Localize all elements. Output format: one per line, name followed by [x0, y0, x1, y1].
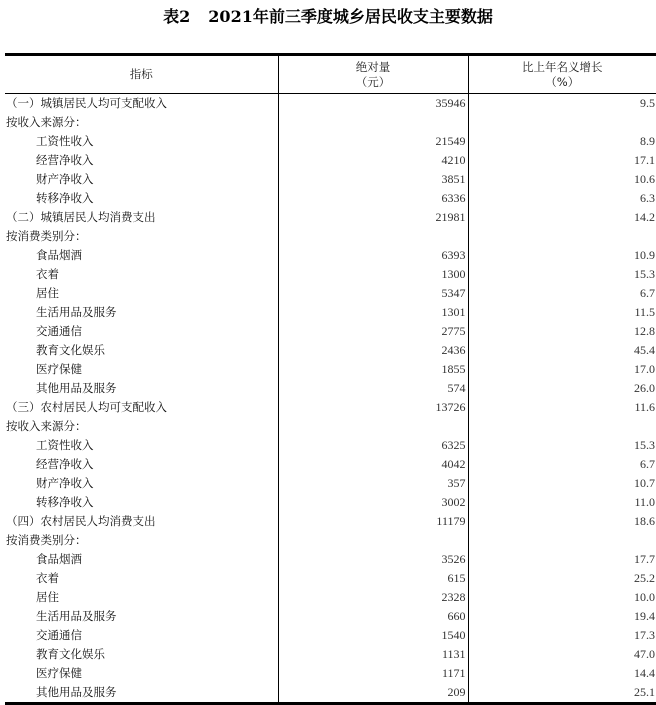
table-title [0, 4, 656, 27]
row-label: 衣着 [36, 571, 59, 585]
row-growth-value: 14.2 [468, 208, 656, 227]
row-absolute-value: 1171 [278, 664, 468, 683]
row-label: 食品烟酒 [36, 552, 82, 566]
table-row [5, 436, 656, 455]
row-growth-value: 6.3 [468, 189, 656, 208]
table-number: 表2 [163, 7, 191, 26]
row-growth-value: 17.1 [468, 151, 656, 170]
table-row [5, 341, 656, 360]
header-nominal-growth [468, 55, 656, 94]
table-row [5, 360, 656, 379]
row-absolute-value: 574 [278, 379, 468, 398]
row-label: 教育文化娱乐 [36, 343, 105, 357]
row-label: 交通通信 [36, 324, 82, 338]
table-row [5, 474, 656, 493]
header-indicator: 指标 [5, 55, 278, 94]
row-label: 工资性收入 [36, 134, 94, 148]
table-row [5, 588, 656, 607]
row-growth-value [468, 417, 656, 436]
table-row [5, 94, 656, 114]
row-growth-value: 25.2 [468, 569, 656, 588]
table-row [5, 493, 656, 512]
table-row [5, 569, 656, 588]
table-title-text: 2021年前三季度城乡居民收支主要数据 [208, 7, 493, 26]
table-row [5, 265, 656, 284]
row-growth-value: 47.0 [468, 645, 656, 664]
row-absolute-value: 357 [278, 474, 468, 493]
row-absolute-value: 1540 [278, 626, 468, 645]
row-absolute-value: 2775 [278, 322, 468, 341]
table-row [5, 132, 656, 151]
row-growth-value: 14.4 [468, 664, 656, 683]
row-absolute-value: 1855 [278, 360, 468, 379]
row-growth-value: 10.6 [468, 170, 656, 189]
row-growth-value: 11.0 [468, 493, 656, 512]
header-growth-title: 比上年名义增长 [522, 59, 603, 74]
row-label: 教育文化娱乐 [36, 647, 105, 661]
row-absolute-value: 3526 [278, 550, 468, 569]
row-label: （三）农村居民人均可支配收入 [6, 400, 167, 414]
table-row [5, 379, 656, 398]
row-absolute-value: 2328 [278, 588, 468, 607]
row-growth-value: 11.5 [468, 303, 656, 322]
row-absolute-value: 6393 [278, 246, 468, 265]
table-row [5, 208, 656, 227]
row-absolute-value: 6336 [278, 189, 468, 208]
row-label: 医疗保健 [36, 666, 82, 680]
table-row [5, 626, 656, 645]
row-absolute-value: 2436 [278, 341, 468, 360]
row-growth-value: 6.7 [468, 284, 656, 303]
row-label: 财产净收入 [36, 476, 94, 490]
row-growth-value: 17.7 [468, 550, 656, 569]
row-label: （一）城镇居民人均可支配收入 [6, 96, 167, 110]
row-growth-value: 45.4 [468, 341, 656, 360]
row-growth-value: 10.9 [468, 246, 656, 265]
table-row [5, 683, 656, 704]
row-absolute-value: 1131 [278, 645, 468, 664]
row-group-label: 按收入来源分： [6, 115, 87, 129]
row-growth-value [468, 531, 656, 550]
income-expenditure-table [5, 53, 656, 705]
row-group-label: 按消费类别分： [6, 533, 87, 547]
table-body [5, 94, 656, 704]
row-label: （四）农村居民人均消费支出 [6, 514, 156, 528]
table-row [5, 284, 656, 303]
row-growth-value: 18.6 [468, 512, 656, 531]
row-absolute-value: 5347 [278, 284, 468, 303]
row-growth-value: 9.5 [468, 94, 656, 114]
row-absolute-value [278, 417, 468, 436]
row-growth-value: 11.6 [468, 398, 656, 417]
row-absolute-value [278, 531, 468, 550]
row-absolute-value: 6325 [278, 436, 468, 455]
table-row [5, 227, 656, 246]
row-label: 财产净收入 [36, 172, 94, 186]
table-row [5, 189, 656, 208]
row-growth-value: 19.4 [468, 607, 656, 626]
row-label: 衣着 [36, 267, 59, 281]
table-row [5, 455, 656, 474]
row-absolute-value: 1300 [278, 265, 468, 284]
row-label: 其他用品及服务 [5, 683, 278, 704]
row-label: 生活用品及服务 [36, 305, 117, 319]
row-absolute-value: 21981 [278, 208, 468, 227]
row-group-label: 按收入来源分： [6, 419, 87, 433]
row-group-label: 按消费类别分： [6, 229, 87, 243]
header-absolute-title: 绝对量 [355, 59, 391, 74]
table-row [5, 645, 656, 664]
table-row [5, 151, 656, 170]
row-label: （二）城镇居民人均消费支出 [6, 210, 156, 224]
row-label: 转移净收入 [36, 495, 94, 509]
row-absolute-value: 660 [278, 607, 468, 626]
table-row [5, 664, 656, 683]
row-growth-value: 10.0 [468, 588, 656, 607]
row-absolute-value: 13726 [278, 398, 468, 417]
row-growth-value: 26.0 [468, 379, 656, 398]
row-growth-value: 25.1 [468, 683, 656, 704]
row-label: 经营净收入 [36, 153, 94, 167]
row-label: 转移净收入 [36, 191, 94, 205]
table-row [5, 170, 656, 189]
table-row [5, 322, 656, 341]
row-label: 经营净收入 [36, 457, 94, 471]
row-absolute-value: 21549 [278, 132, 468, 151]
row-growth-value: 17.3 [468, 626, 656, 645]
row-absolute-value: 209 [278, 683, 468, 704]
row-absolute-value: 11179 [278, 512, 468, 531]
row-label: 医疗保健 [36, 362, 82, 376]
row-absolute-value: 3002 [278, 493, 468, 512]
row-absolute-value [278, 227, 468, 246]
row-label: 居住 [36, 590, 59, 604]
row-absolute-value: 4042 [278, 455, 468, 474]
row-absolute-value: 1301 [278, 303, 468, 322]
row-label: 食品烟酒 [36, 248, 82, 262]
table-header-row [5, 55, 656, 94]
row-growth-value: 10.7 [468, 474, 656, 493]
row-label: 生活用品及服务 [36, 609, 117, 623]
table-row [5, 607, 656, 626]
header-absolute-amount [278, 55, 468, 94]
table-row [5, 550, 656, 569]
header-absolute-unit: （元） [355, 74, 391, 89]
row-absolute-value [278, 113, 468, 132]
row-growth-value [468, 113, 656, 132]
header-growth-unit: （%） [545, 74, 580, 89]
table-row [5, 531, 656, 550]
row-growth-value: 6.7 [468, 455, 656, 474]
row-growth-value: 8.9 [468, 132, 656, 151]
row-absolute-value: 4210 [278, 151, 468, 170]
row-absolute-value: 615 [278, 569, 468, 588]
row-label: 居住 [36, 286, 59, 300]
table-row [5, 246, 656, 265]
table-row [5, 512, 656, 531]
row-label: 工资性收入 [36, 438, 94, 452]
row-label: 其他用品及服务 [36, 381, 117, 395]
row-growth-value: 12.8 [468, 322, 656, 341]
row-growth-value [468, 227, 656, 246]
row-growth-value: 15.3 [468, 265, 656, 284]
row-label: 交通通信 [36, 628, 82, 642]
row-growth-value: 17.0 [468, 360, 656, 379]
table-row [5, 417, 656, 436]
row-absolute-value: 3851 [278, 170, 468, 189]
table-row [5, 113, 656, 132]
table-row [5, 303, 656, 322]
row-growth-value: 15.3 [468, 436, 656, 455]
row-absolute-value: 35946 [278, 94, 468, 114]
table-row [5, 398, 656, 417]
